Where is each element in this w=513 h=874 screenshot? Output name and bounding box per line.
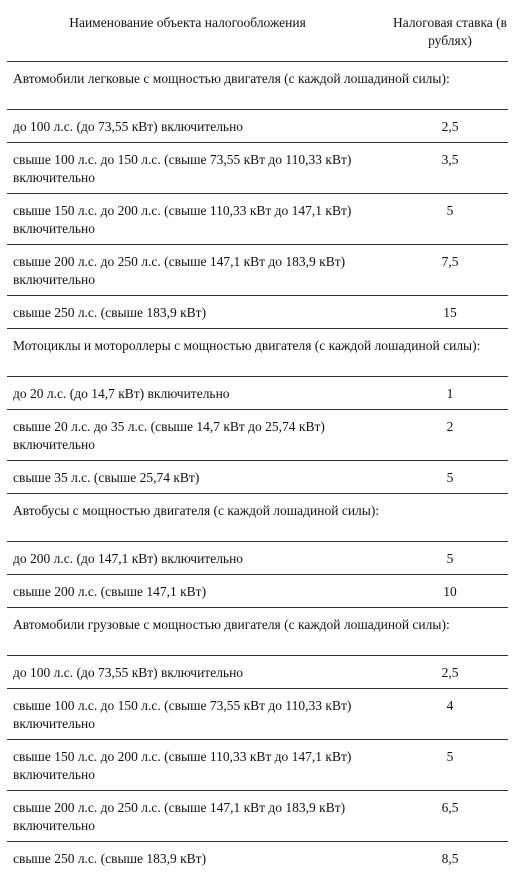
object-name-cell: свыше 200 л.с. до 250 л.с. (свыше 147,1 кВт до 183,9 кВт) включительно (7, 791, 392, 842)
table-row (7, 377, 508, 410)
table-row (7, 110, 508, 143)
header-object-name: Наименование объекта налогообложения (7, 6, 392, 62)
object-name-cell: свыше 150 л.с. до 200 л.с. (свыше 110,33 кВт до 147,1 кВт) включительно (7, 740, 392, 791)
object-name-cell: до 200 л.с. (до 147,1 кВт) включительно (7, 542, 392, 575)
table-row (7, 296, 508, 329)
table-row (7, 410, 508, 461)
tax-rate-cell: 2 (392, 410, 508, 461)
table-row (7, 542, 508, 575)
category-name: Мотоциклы и мотороллеры с мощностью двигателя (с каждой лошадиной силы): (7, 329, 508, 377)
table-row (7, 575, 508, 608)
table-row (7, 842, 508, 874)
object-name-cell: свыше 20 л.с. до 35 л.с. (свыше 14,7 кВт до 25,74 кВт) включительно (7, 410, 392, 461)
table-row (7, 689, 508, 740)
tax-rate-cell: 15 (392, 296, 508, 329)
tax-rate-cell: 3,5 (392, 143, 508, 194)
tax-rate-cell: 5 (392, 194, 508, 245)
category-row (7, 494, 508, 542)
header-tax-rate: Налоговая ставка (в рублях) (392, 6, 508, 62)
tax-rate-cell: 6,5 (392, 791, 508, 842)
tax-rate-cell: 7,5 (392, 245, 508, 296)
object-name-cell: свыше 100 л.с. до 150 л.с. (свыше 73,55 кВт до 110,33 кВт) включительно (7, 689, 392, 740)
object-name-cell: свыше 250 л.с. (свыше 183,9 кВт) (7, 842, 392, 874)
tax-rate-cell: 2,5 (392, 110, 508, 143)
tax-rate-cell: 5 (392, 461, 508, 494)
object-name-cell: до 100 л.с. (до 73,55 кВт) включительно (7, 110, 392, 143)
object-name-cell: свыше 200 л.с. до 250 л.с. (свыше 147,1 кВт до 183,9 кВт) включительно (7, 245, 392, 296)
category-row (7, 62, 508, 110)
category-name: Автобусы с мощностью двигателя (с каждой лошадиной силы): (7, 494, 508, 542)
object-name-cell: свыше 150 л.с. до 200 л.с. (свыше 110,33 кВт до 147,1 кВт) включительно (7, 194, 392, 245)
object-name-cell: свыше 100 л.с. до 150 л.с. (свыше 73,55 кВт до 110,33 кВт) включительно (7, 143, 392, 194)
tax-rate-cell: 1 (392, 377, 508, 410)
table-row (7, 740, 508, 791)
tax-rate-cell: 8,5 (392, 842, 508, 874)
category-row (7, 329, 508, 377)
table-row (7, 791, 508, 842)
object-name-cell: свыше 250 л.с. (свыше 183,9 кВт) (7, 296, 392, 329)
table-row (7, 656, 508, 689)
tax-rate-cell: 2,5 (392, 656, 508, 689)
object-name-cell: до 20 л.с. (до 14,7 кВт) включительно (7, 377, 392, 410)
object-name-cell: до 100 л.с. (до 73,55 кВт) включительно (7, 656, 392, 689)
table-row (7, 245, 508, 296)
category-name: Автомобили легковые с мощностью двигателя (с каждой лошадиной силы): (7, 62, 508, 110)
object-name-cell: свыше 35 л.с. (свыше 25,74 кВт) (7, 461, 392, 494)
tax-rate-cell: 4 (392, 689, 508, 740)
tax-rate-cell: 5 (392, 542, 508, 575)
category-row (7, 608, 508, 656)
table-row (7, 194, 508, 245)
tax-rate-cell: 5 (392, 740, 508, 791)
tax-rate-cell: 10 (392, 575, 508, 608)
category-name: Автомобили грузовые с мощностью двигателя (с каждой лошадиной силы): (7, 608, 508, 656)
tax-rate-table (7, 6, 508, 874)
table-row (7, 143, 508, 194)
table-row (7, 461, 508, 494)
object-name-cell: свыше 200 л.с. (свыше 147,1 кВт) (7, 575, 392, 608)
table-header-row (7, 6, 508, 62)
